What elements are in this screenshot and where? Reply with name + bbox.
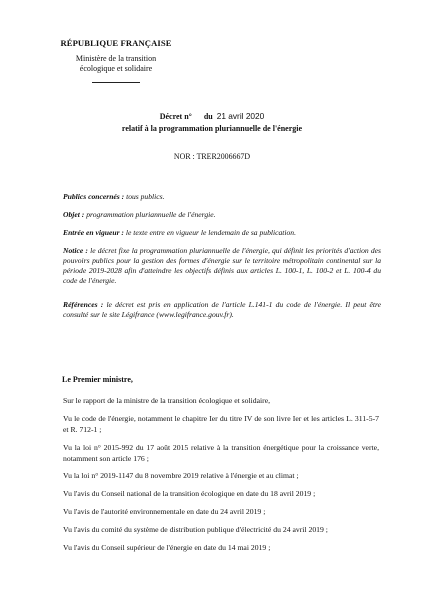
header-divider bbox=[92, 82, 140, 83]
notice-value: le décret fixe la programmation pluriannuelle de l'énergie, qui définit les priorités d'action des pouvoirs publics pour la gestion des formes d'énergie sur le territoire métropolitain continental sur la période 2019-2028 afin d'atteindre les objectifs définis aux articles L. 100-1, L. 100-2 et L. 100-4 du code de l'énergie. bbox=[63, 246, 382, 285]
publics-concernes bbox=[63, 192, 381, 202]
references bbox=[63, 300, 381, 320]
decree-date: 21 avril 2020 bbox=[216, 111, 265, 121]
visa-item: Vu l'avis du Conseil national de la transition écologique en date du 18 avril 2019 ; bbox=[63, 489, 316, 498]
visa-item: Sur le rapport de la ministre de la transition écologique et solidaire, bbox=[63, 396, 271, 405]
ministry-line-1: Ministère de la transition bbox=[75, 54, 157, 63]
publics-label: Publics concernés : bbox=[63, 192, 125, 201]
objet-label: Objet : bbox=[63, 210, 85, 219]
decree-label: Décret n° bbox=[159, 112, 192, 121]
entree-value: le texte entre en vigueur le lendemain de sa publication. bbox=[125, 228, 296, 237]
publics-value: tous publics. bbox=[126, 192, 165, 201]
visa-item: Vu la loi n° 2015-992 du 17 août 2015 relative à la transition énergétique pour la croissance verte, notamment son article 176 ; bbox=[63, 443, 379, 463]
visa-item: Vu l'avis du Conseil supérieur de l'énergie en date du 14 mai 2019 ; bbox=[63, 543, 271, 552]
visa-item: Vu la loi n° 2019-1147 du 8 novembre 2019 relative à l'énergie et au climat ; bbox=[63, 471, 299, 480]
notice bbox=[63, 246, 381, 286]
ministry-line-2: écologique et solidaire bbox=[79, 64, 153, 73]
visa-item: Vu le code de l'énergie, notamment le chapitre Ier du titre IV de son livre Ier et les articles L. 311-5-7 et R. 712-1 ; bbox=[63, 414, 379, 434]
decree-title bbox=[0, 111, 424, 121]
premier-ministre: Le Premier ministre, bbox=[62, 375, 133, 384]
nor-reference: NOR : TRER2006667D bbox=[173, 152, 251, 161]
decree-subject: relatif à la programmation pluriannuelle de l'énergie bbox=[121, 124, 303, 133]
decree-du: du bbox=[203, 112, 213, 121]
references-value: le décret est pris en application de l'article L.141-1 du code de l'énergie. Il peut être consulté sur le site Légifrance (www.legifrance.gouv.fr). bbox=[63, 300, 381, 319]
visa-item: Vu l'avis du comité du système de distribution publique d'électricité du 24 avril 2019 ; bbox=[63, 525, 328, 534]
visa-item: Vu l'avis de l'autorité environnementale en date du 24 avril 2019 ; bbox=[63, 507, 266, 516]
notice-label: Notice : bbox=[63, 246, 88, 255]
references-label: Références : bbox=[63, 300, 104, 309]
objet bbox=[63, 210, 381, 220]
objet-value: programmation pluriannuelle de l'énergie. bbox=[86, 210, 216, 219]
entree-label: Entrée en vigueur : bbox=[63, 228, 124, 237]
republic-heading: RÉPUBLIQUE FRANÇAISE bbox=[60, 38, 172, 48]
entree-en-vigueur bbox=[63, 228, 381, 238]
